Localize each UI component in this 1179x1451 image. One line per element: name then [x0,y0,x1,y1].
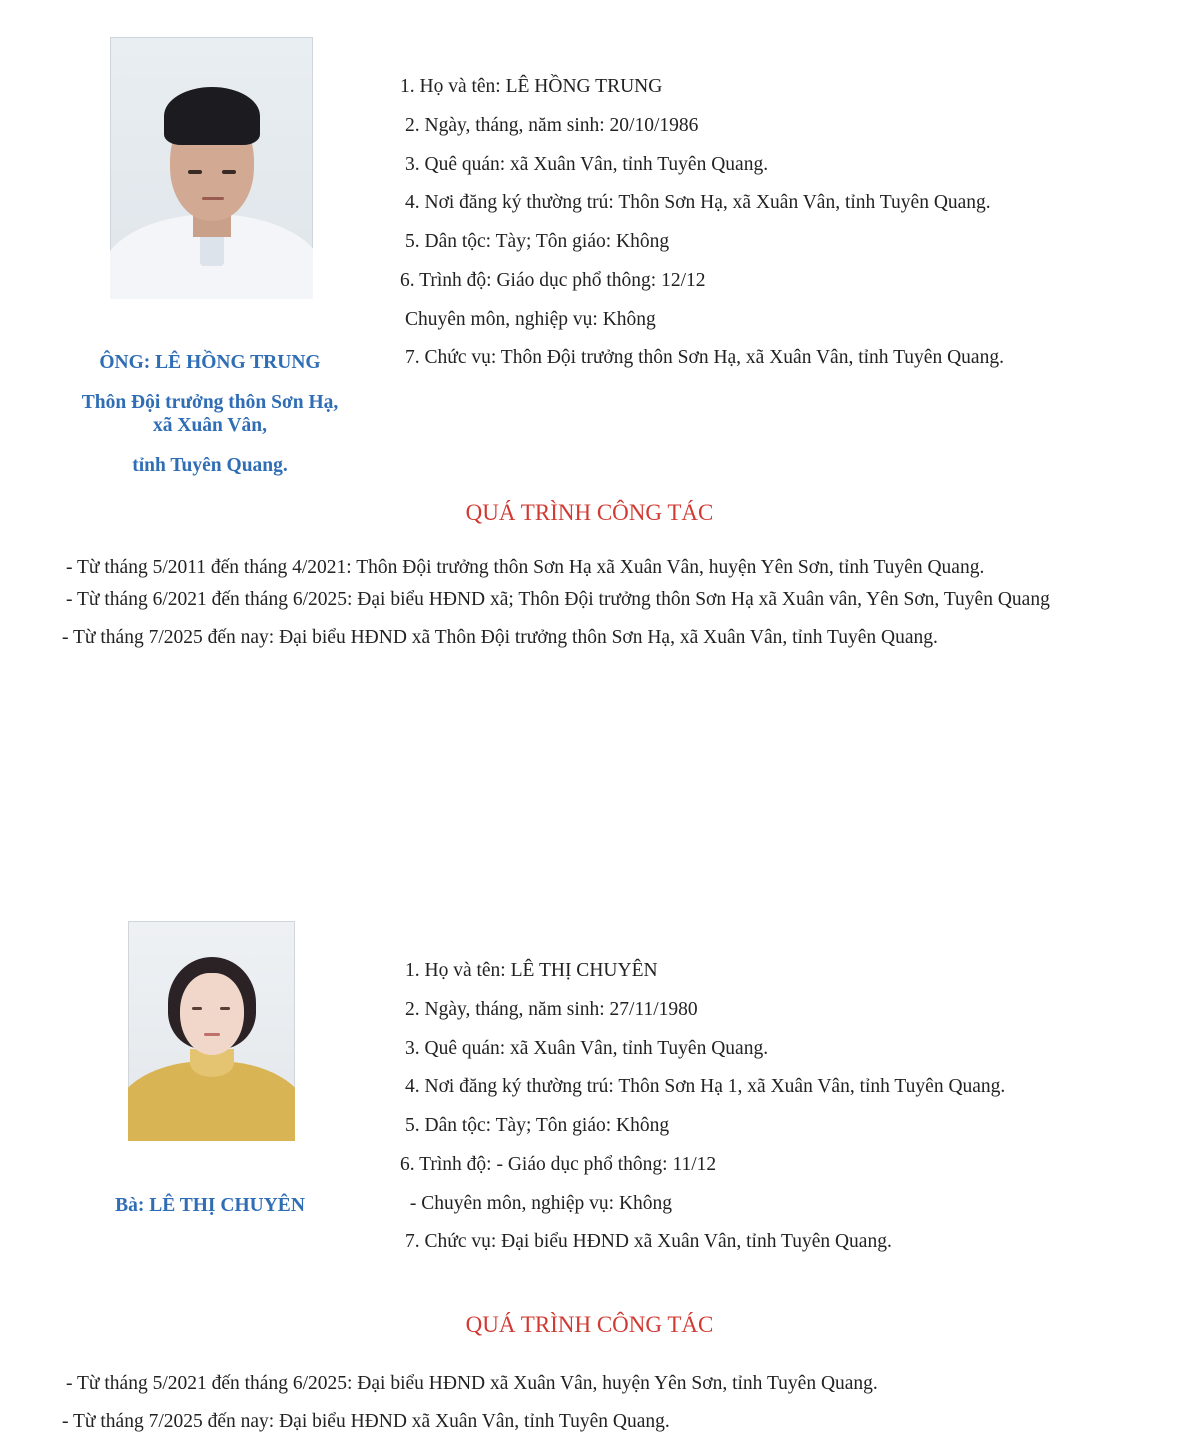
info-1-specialty: Chuyên môn, nghiệp vụ: Không [405,309,656,330]
work-2-item-2: - Từ tháng 7/2025 đến nay: Đại biểu HĐND xã Xuân Vân, tỉnh Tuyên Quang. [62,1411,670,1432]
info-2-specialty: - Chuyên môn, nghiệp vụ: Không [405,1193,673,1214]
info-2-birth-date: 2. Ngày, tháng, năm sinh: 27/11/1980 [405,999,698,1020]
info-2-ethnicity-religion: 5. Dân tộc: Tày; Tôn giáo: Không [405,1115,670,1136]
info-1-education: 6. Trình độ: Giáo dục phổ thông: 12/12 [400,270,706,291]
info-2-position: 7. Chức vụ: Đại biểu HĐND xã Xuân Vân, tỉnh Tuyên Quang. [405,1231,892,1252]
info-2-education: 6. Trình độ: - Giáo dục phổ thông: 11/12 [400,1154,717,1175]
info-2-full-name: 1. Họ và tên: LÊ THỊ CHUYÊN [405,960,658,981]
portrait-photo-le-thi-chuyen [128,921,295,1141]
work-1-item-1: - Từ tháng 5/2011 đến tháng 4/2021: Thôn Đội trưởng thôn Sơn Hạ xã Xuân Vân, huyện Yên Sơn, tỉnh Tuyên Quang. [66,557,985,578]
section-title-work-history-2: QUÁ TRÌNH CÔNG TÁC [465,1312,714,1337]
caption-name-2: Bà: LÊ THỊ CHUYÊN [115,1195,305,1216]
info-1-residence: 4. Nơi đăng ký thường trú: Thôn Sơn Hạ, xã Xuân Vân, tỉnh Tuyên Quang. [405,192,991,213]
caption-role-1-line3: tỉnh Tuyên Quang. [132,455,288,476]
caption-name-1: ÔNG: LÊ HỒNG TRUNG [99,352,321,373]
info-1-birth-date: 2. Ngày, tháng, năm sinh: 20/10/1986 [405,115,699,136]
info-2-hometown: 3. Quê quán: xã Xuân Vân, tỉnh Tuyên Quang. [405,1038,769,1059]
info-1-ethnicity-religion: 5. Dân tộc: Tày; Tôn giáo: Không [405,231,670,252]
work-2-item-1: - Từ tháng 5/2021 đến tháng 6/2025: Đại biểu HĐND xã Xuân Vân, huyện Yên Sơn, tỉnh Tuyên Quang. [66,1373,878,1394]
work-1-item-3: - Từ tháng 7/2025 đến nay: Đại biểu HĐND xã Thôn Đội trưởng thôn Sơn Hạ, xã Xuân Vân, tỉnh Tuyên Quang. [62,627,938,648]
info-1-full-name: 1. Họ và tên: LÊ HỒNG TRUNG [400,76,663,97]
info-1-position: 7. Chức vụ: Thôn Đội trưởng thôn Sơn Hạ, xã Xuân Vân, tỉnh Tuyên Quang. [405,347,1004,368]
caption-role-1-line2: xã Xuân Vân, [153,415,267,436]
portrait-photo-le-hong-trung [110,37,313,299]
info-2-residence: 4. Nơi đăng ký thường trú: Thôn Sơn Hạ 1, xã Xuân Vân, tỉnh Tuyên Quang. [405,1076,1006,1097]
caption-role-1-line1: Thôn Đội trưởng thôn Sơn Hạ, [81,392,339,413]
info-1-hometown: 3. Quê quán: xã Xuân Vân, tỉnh Tuyên Quang. [405,154,769,175]
work-1-item-2: - Từ tháng 6/2021 đến tháng 6/2025: Đại biểu HĐND xã; Thôn Đội trưởng thôn Sơn Hạ xã Xuân vân, Yên Sơn, Tuyên Quang [66,589,1050,610]
section-title-work-history-1: QUÁ TRÌNH CÔNG TÁC [465,500,714,525]
